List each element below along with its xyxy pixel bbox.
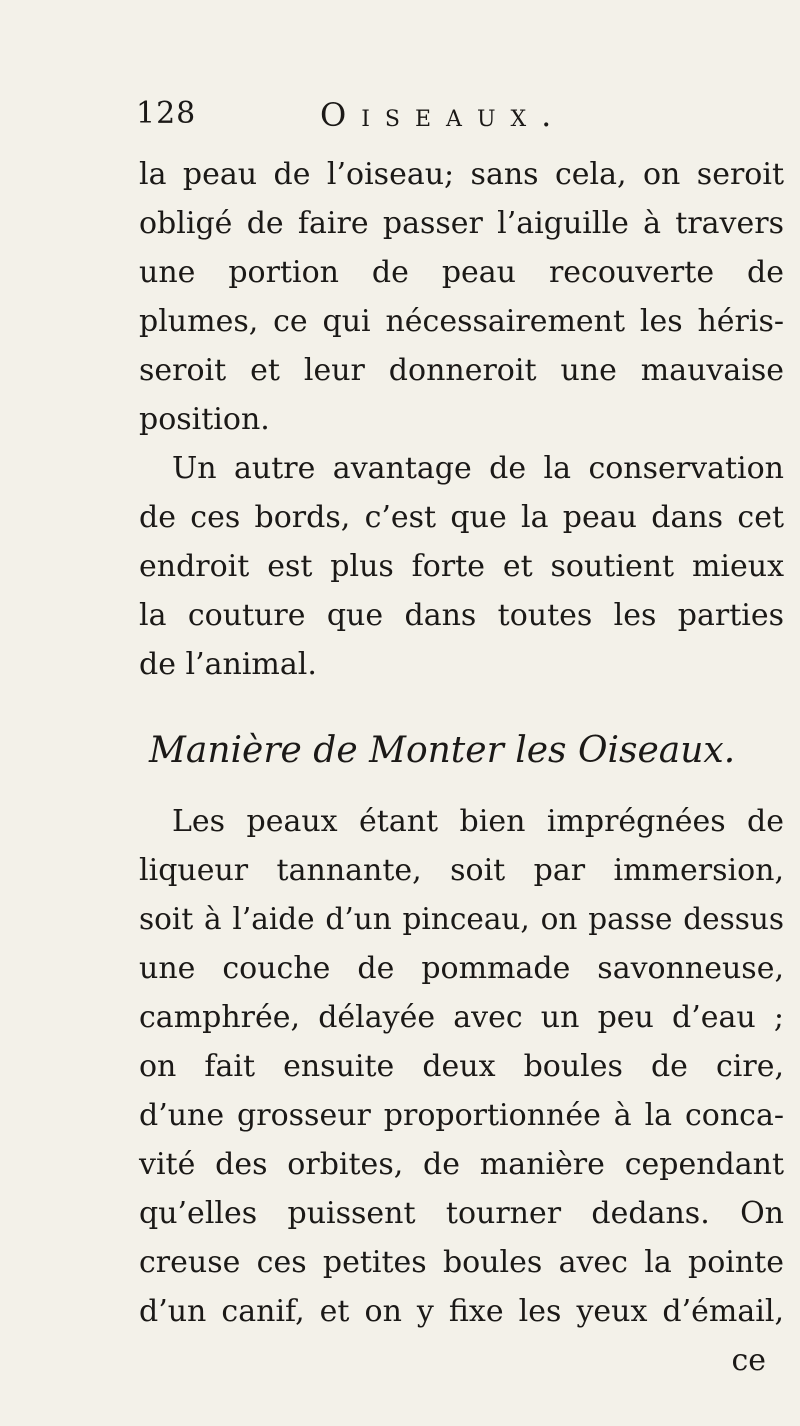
text-line: d’une grosseur proportionnée à la conca-: [139, 1098, 784, 1133]
paragraph-one: [139, 150, 784, 444]
page-number: 128: [136, 96, 197, 131]
text-line: de l’animal.: [139, 647, 317, 682]
text-line: Les peaux étant bien imprégnées de: [172, 804, 784, 839]
paragraph-two: [139, 444, 784, 689]
text-line: qu’elles puissent tourner dedans. On: [139, 1196, 784, 1231]
page-header: [136, 96, 776, 146]
text-line: vité des orbites, de manière cependant: [139, 1147, 784, 1182]
text-line: une couche de pommade savonneuse,: [139, 951, 784, 986]
running-title: Oiseaux.: [320, 96, 567, 134]
text-line: creuse ces petites boules avec la pointe: [139, 1245, 784, 1280]
text-line: la couture que dans toutes les parties: [139, 598, 784, 633]
text-line: Un autre avantage de la conservation: [172, 451, 784, 486]
catchword: ce: [731, 1343, 766, 1378]
section-heading: Manière de Monter les Oiseaux.: [149, 730, 736, 771]
text-line: camphrée, délayée avec un peu d’eau ;: [139, 1000, 784, 1035]
text-line: d’un canif, et on y fixe les yeux d’émail,: [139, 1294, 784, 1329]
paragraph-three: [139, 797, 784, 1385]
text-line: soit à l’aide d’un pinceau, on passe dessus: [139, 902, 784, 936]
text-line: position.: [139, 402, 270, 437]
text-line: on fait ensuite deux boules de cire,: [139, 1049, 784, 1084]
text-line: liqueur tannante, soit par immersion,: [139, 853, 784, 888]
text-line: seroit et leur donneroit une mauvaise: [139, 353, 784, 388]
text-line: la peau de l’oiseau; sans cela, on seroit: [139, 157, 784, 192]
text-line: endroit est plus forte et soutient mieux: [139, 549, 784, 584]
text-line: une portion de peau recouverte de: [139, 255, 784, 290]
text-line: obligé de faire passer l’aiguille à travers: [139, 206, 784, 241]
text-line: de ces bords, c’est que la peau dans cet: [139, 500, 784, 535]
body-text: [139, 150, 784, 1385]
text-line: plumes, ce qui nécessairement les héris-: [139, 304, 784, 339]
